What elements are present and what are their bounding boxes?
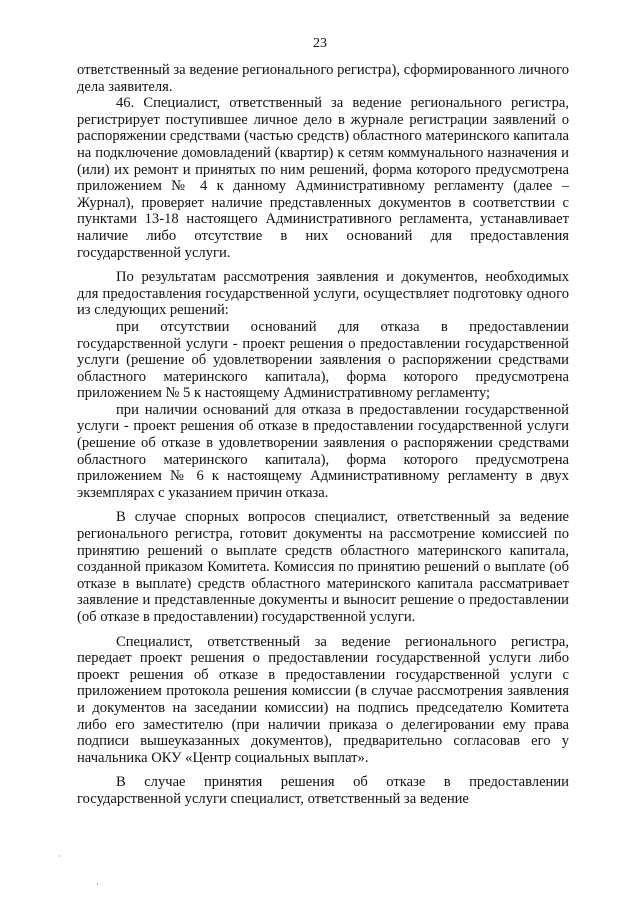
paragraph-decision-options: По результатам рассмотрения заявления и документов, необходимых для предоставления государственной услуги, осуществляет подготовку одного из следующих решений: bbox=[77, 269, 569, 319]
paragraph-signing: Специалист, ответственный за ведение регионального регистра, передает проект решения о предоставлении государственной услуги либо проект решения об отказе в предоставлении государственной услуги с приложением протокола решения комиссии (в случае рассмотрения заявления и документов на заседании комиссии) на подпись председателю Комитета либо его заместителю (при наличии приказа о делегировании ему права подписи вышеуказанных документов), предварительно согласовав его у начальника ОКУ «Центр социальных выплат». bbox=[77, 633, 569, 766]
page-number: 23 bbox=[313, 36, 327, 51]
paragraph-continuation: ответственный за ведение регионального регистра), сформированного личного дела заявителя. bbox=[77, 62, 569, 95]
document-body bbox=[77, 62, 569, 808]
scan-speck: · bbox=[96, 879, 99, 889]
paragraph-refusal-case: В случае принятия решения об отказе в предоставлении государственной услуги специалист, ответственный за ведение bbox=[77, 774, 569, 807]
paragraph-disputes: В случае спорных вопросов специалист, ответственный за ведение регионального регистра, готовит документы на рассмотрение комиссией по принятию решений о выплате средств областного материнского капитала, созданной приказом Комитета. Комиссия по принятию решений о выплате (об отказе в выплате) средств областного материнского капитала рассматривает заявление и представленные документы и выносит решение о предоставлении (об отказе в предоставлении) государственной услуги. bbox=[77, 509, 569, 625]
paragraph-option-approval: при отсутствии оснований для отказа в предоставлении государственной услуги - проект решения о предоставлении государственной услуги (решение об удовлетворении заявления о распоряжении средствами областного материнского капитала), форма которого предусмотрена приложением № 5 к настоящему Административному регламенту; bbox=[77, 318, 569, 402]
paragraph-option-refusal: при наличии оснований для отказа в предоставлении государственной услуги - проект решения об отказе в предоставлении государственной услуги (решение об отказе в удовлетворении заявления о распоряжении средствами областного материнского капитала), форма которого предусмотрена приложением № 6 к настоящему Административному регламенту в двух экземплярах с указанием причин отказа. bbox=[77, 401, 569, 501]
scan-speck: ˙ bbox=[58, 854, 61, 864]
paragraph-clause-46: 46. Специалист, ответственный за ведение регионального регистра, регистрирует поступившее личное дело в журнале регистрации заявлений о распоряжении средствами (частью средств) областного материнского капитала на подключение домовладений (квартир) к сетям коммунального назначения и (или) их ремонт и принятых по ним решений, форма которого предусмотрена приложением № 4 к данному Административному регламенту (далее – Журнал), проверяет наличие представленных документов в соответствии с пунктами 13-18 настоящего Административного регламента, устанавливает наличие либо отсутствие в них оснований для предоставления государственной услуги. bbox=[77, 95, 569, 261]
